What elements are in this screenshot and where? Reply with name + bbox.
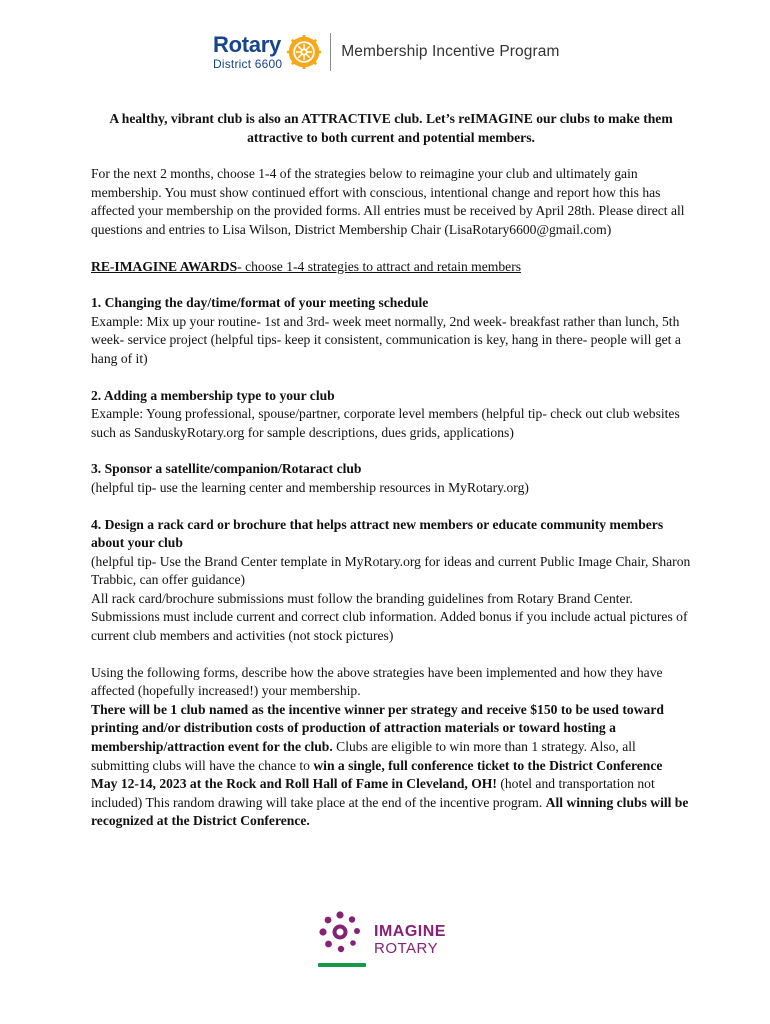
strategy-text: All rack card/brochure submissions must follow the branding guidelines from Rotary Brand Center. Submissions must include current and correct club information. Added bonus if you include actual pictures of current club members and activities (not stock pictures) [91,590,688,644]
strategy-text: (helpful tip- use the learning center and membership resources in MyRotary.org) [91,479,529,495]
drawing-text: (hotel and transportation not included) This random drawing will take place at the end of the incentive program. [91,776,655,810]
rotary-wordmark [213,34,282,70]
strategy-4 [91,516,691,646]
awards-label: RE-IMAGINE AWARDS [91,258,238,274]
eligibility-text: Clubs are eligible to win more than 1 strategy. Also, all submitting clubs will have the chance to [91,739,636,773]
program-name: Membership Incentive Program [341,43,560,60]
strategy-title: 3. Sponsor a satellite/companion/Rotaract club [91,461,362,477]
rotary-word: ROTARY [374,940,439,957]
imagine-rotary-logo [318,910,458,970]
imagine-dots-icon [318,910,368,958]
logo-divider [330,33,331,71]
awards-text: - choose 1-4 strategies to attract and retain members [237,258,522,274]
brand-name: Rotary [213,32,281,57]
incentive-winner-text: There will be 1 club named as the incentive winner per strategy and receive $150 to be used toward printing and/or distribution costs of production of attraction materials or toward hosting a membership/attraction event for the club. [91,701,664,755]
recognition-text: All winning clubs will be recognized at the District Conference. [91,794,689,829]
strategy-1 [91,294,691,368]
rotary-wheel-icon [286,34,322,70]
rotary-logo [213,34,322,70]
accent-bar [318,963,366,967]
strategy-3 [91,460,691,497]
intro-paragraph: For the next 2 months, choose 1-4 of the strategies below to reimagine your club and ultimately gain membership. You must show continued effort with conscious, intentional change and report how this has affected your membership on the provided forms. All entries must be received by April 28th. Please direct all questions and entries to Lisa Wilson, District Membership Chair (LisaRotary6600@gmail.com) [91,166,685,237]
strategy-title: 4. Design a rack card or brochure that helps attract new members or educate community members about your club [91,516,664,551]
conference-ticket-text: win a single, full conference ticket to the District Conference May 12-14, 2023 at the Rock and Roll Hall of Fame in Cleveland, OH! [91,757,663,792]
imagine-word: IMAGINE [374,923,446,940]
closing-intro: Using the following forms, describe how the above strategies have been implemented and how they have affected (hopefully increased!) your membership. [91,664,663,699]
strategy-text: Example: Young professional, spouse/partner, corporate level members (helpful tip- check out club websites such as SanduskyRotary.org for sample descriptions, dues grids, applications) [91,406,680,440]
strategy-title: 2. Adding a membership type to your club [91,387,335,403]
imagine-wordmark [374,924,446,956]
header-logo [213,30,559,74]
strategy-text: Example: Mix up your routine- 1st and 3rd- week meet normally, 2nd week- breakfast rather than lunch, 5th week- service project (helpful tips- keep it consistent, communication is key, hang in there- people will get a hang of it) [91,313,681,366]
strategy-2 [91,387,691,443]
headline: A healthy, vibrant club is also an ATTRACTIVE club. Let’s reIMAGINE our clubs to make them attractive to both current and potential members. [109,111,673,145]
closing-details [91,701,691,831]
closing-section [91,664,691,831]
awards-heading [91,258,691,277]
document-body [91,110,691,831]
district-name: District 6600 [213,57,283,71]
strategy-text: (helpful tip- Use the Brand Center template in MyRotary.org for ideas and current Public Image Chair, Sharon Trabbic, can offer guidance) [91,553,691,588]
strategy-title: 1. Changing the day/time/format of your meeting schedule [91,295,429,311]
